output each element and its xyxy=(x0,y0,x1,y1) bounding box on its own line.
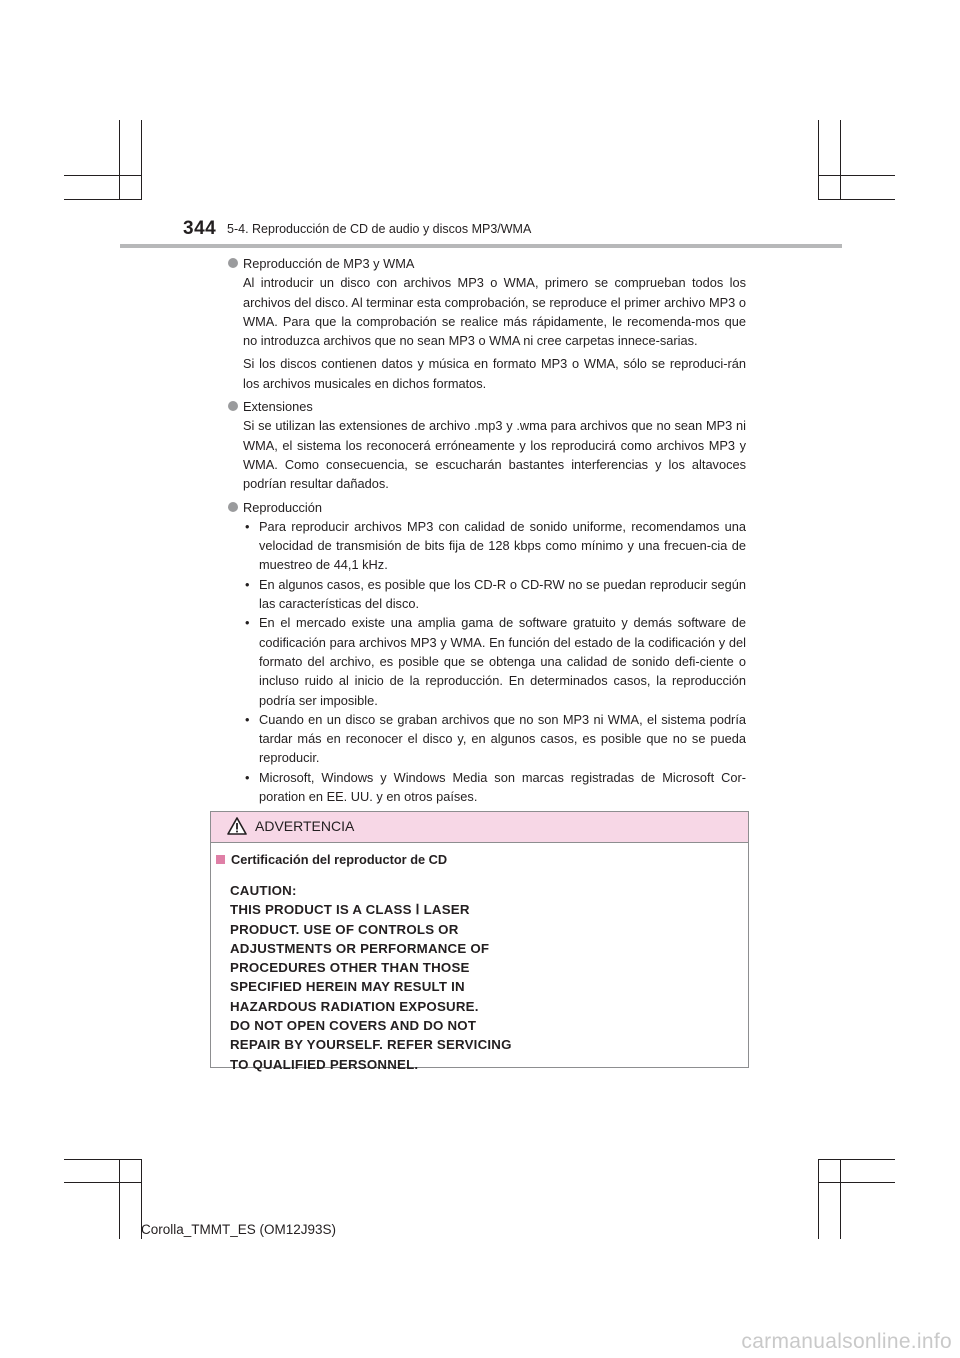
paragraph: Si se utilizan las extensiones de archivo .mp3 y .wma para archivos que no sean MP3 ni WMA, el sistema los reconocerá erróneamente y los reproducirá como archivos MP3 y WMA. Como consecuencia, se escucharán bastantes interferencias y los altavoces podrían resultar dañados. xyxy=(243,418,746,492)
section-title: 5-4. Reproducción de CD de audio y discos MP3/WMA xyxy=(227,222,532,236)
list-item: • En el mercado existe una amplia gama de software gratuito y demás software de codificación para archivos MP3 y WMA. En función del estado de la codificación y del formato del archivo, es posible que se obtenga una calidad de sonido defi-ciente o incluso ruido al inicio de la reproducción. En determinados casos, la reproducción podría ser imposible. xyxy=(243,613,746,709)
crop-mark xyxy=(64,175,141,176)
crop-mark xyxy=(64,1159,141,1160)
header-rule xyxy=(120,244,842,248)
section-heading: Extensiones xyxy=(227,397,746,416)
crop-mark xyxy=(840,1159,841,1239)
circle-bullet-icon xyxy=(228,401,238,411)
circle-bullet-icon xyxy=(228,502,238,512)
caution-line: CAUTION: xyxy=(230,883,297,898)
square-bullet-icon xyxy=(216,855,225,864)
section-heading: Reproducción de MP3 y WMA xyxy=(227,254,746,273)
crop-mark xyxy=(818,1159,819,1239)
crop-mark xyxy=(818,175,895,176)
laser-caution-label xyxy=(230,881,512,1074)
list-item: • Para reproducir archivos MP3 con calidad de sonido uniforme, recomendamos una velocidad de transmisión de bits fija de 128 kbps como mínimo y una frecuen-cia de muestreo de 44,1 kHz. xyxy=(243,517,746,575)
caution-line: DO NOT OPEN COVERS AND DO NOT xyxy=(230,1018,477,1034)
crop-mark xyxy=(818,199,895,200)
warning-box xyxy=(210,811,749,1072)
warning-triangle-icon xyxy=(227,817,247,840)
list-item: • En algunos casos, es posible que los CD-R o CD-RW no se puedan reproducir según las características del disco. xyxy=(243,575,746,614)
warning-title: ADVERTENCIA xyxy=(255,818,355,834)
bullet-list xyxy=(227,517,746,806)
warning-header xyxy=(211,812,748,843)
caution-line: PROCEDURES OTHER THAN THOSE xyxy=(230,960,470,976)
list-item: • Cuando en un disco se graban archivos que no son MP3 ni WMA, el sistema podría tardar más en reconocer el disco y, en algunos casos, es posible que no se pueda reproducir. xyxy=(243,710,746,768)
page-number: 344 xyxy=(183,218,217,239)
crop-mark xyxy=(818,1182,895,1183)
caution-line: TO QUALIFIED PERSONNEL. xyxy=(230,1056,419,1072)
crop-mark xyxy=(64,1182,141,1183)
caution-line: SPECIFIED HEREIN MAY RESULT IN xyxy=(230,979,465,995)
crop-mark xyxy=(119,1159,120,1239)
crop-mark xyxy=(840,120,841,200)
list-item: • Microsoft, Windows y Windows Media son marcas registradas de Microsoft Cor-poration en EE. UU. y en otros países. xyxy=(243,768,746,807)
body-text xyxy=(227,254,746,806)
caution-line: HAZARDOUS RADIATION EXPOSURE. xyxy=(230,998,479,1014)
warning-subheading: Certificación del reproductor de CD xyxy=(216,852,447,867)
paragraph: Al introducir un disco con archivos MP3 o WMA, primero se comprueban todos los archivos del disco. Al terminar esta comprobación, se reproduce el primer archivo MP3 o WMA. Para que la comprobación se realice más rápidamente, le recomenda-mos que no introduzca archivos que no sean MP3 o WMA ni cree carpetas innece-sarias. xyxy=(243,275,746,349)
circle-bullet-icon xyxy=(228,258,238,268)
section-heading: Reproducción xyxy=(227,498,746,517)
caution-line: PRODUCT. USE OF CONTROLS OR xyxy=(230,921,459,937)
crop-mark xyxy=(64,199,141,200)
crop-mark xyxy=(818,120,819,200)
crop-mark xyxy=(818,1159,895,1160)
caution-line: THIS PRODUCT IS A CLASS Ⅰ LASER xyxy=(230,902,470,918)
crop-mark xyxy=(119,120,120,200)
crop-mark xyxy=(141,120,142,200)
caution-line: ADJUSTMENTS OR PERFORMANCE OF xyxy=(230,940,490,956)
caution-line: REPAIR BY YOURSELF. REFER SERVICING xyxy=(230,1037,512,1053)
footer-doc-code: Corolla_TMMT_ES (OM12J93S) xyxy=(141,1222,337,1237)
paragraph: Si los discos contienen datos y música en formato MP3 o WMA, sólo se reproduci-rán los archivos musicales en dichos formatos. xyxy=(243,356,746,391)
watermark: carmanualsonline.info xyxy=(741,1330,952,1353)
